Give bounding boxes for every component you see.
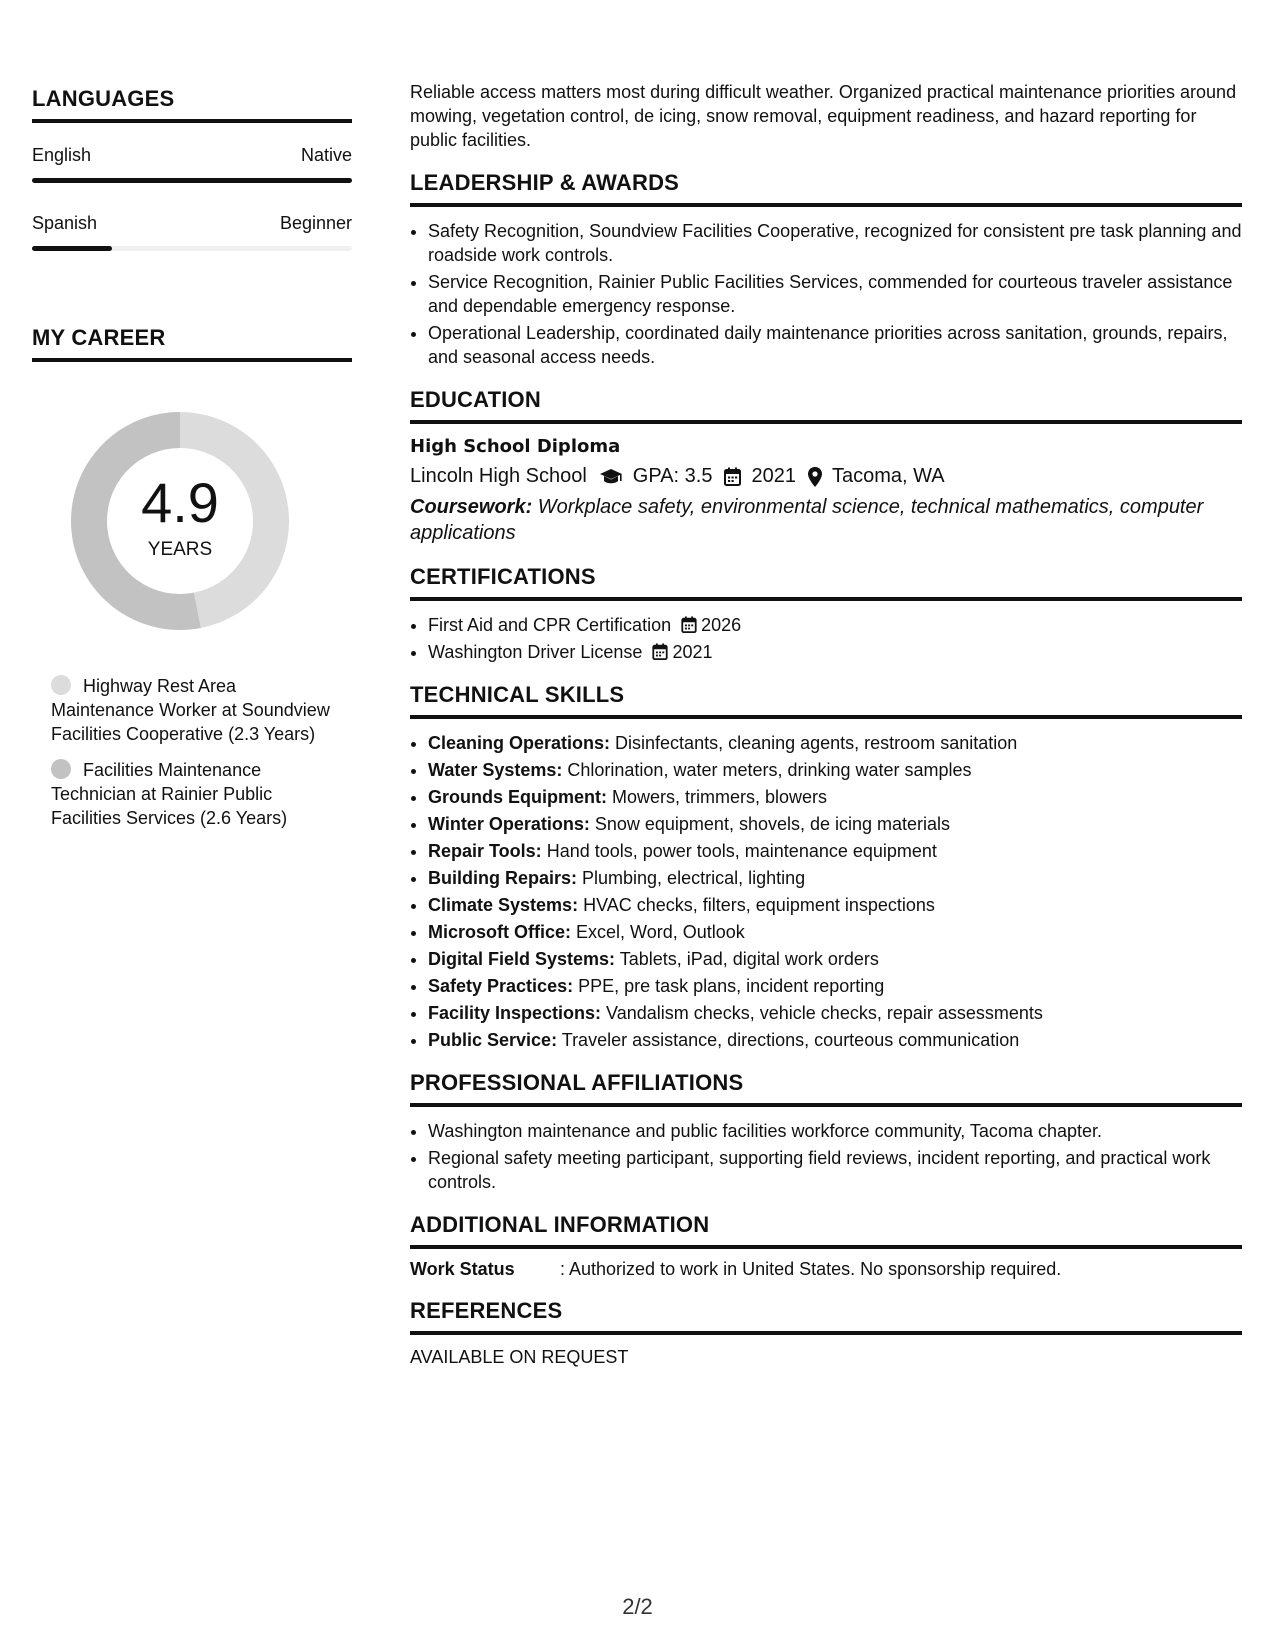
- section-divider: [32, 119, 352, 123]
- section-divider: [410, 203, 1242, 207]
- education-year: 2021: [751, 465, 796, 487]
- skill-label: Building Repairs:: [428, 868, 578, 888]
- list-item: [428, 640, 1242, 664]
- skill-value: Plumbing, electrical, lighting: [577, 868, 806, 888]
- list-item: [428, 893, 1242, 917]
- main-content: [410, 80, 1242, 1368]
- career-item-text: Highway Rest Area Maintenance Worker at Soundview Facilities Cooperative (2.3 Years): [51, 676, 330, 744]
- career-item-text: Facilities Maintenance Technician at Rainier Public Facilities Services (2.6 Years): [51, 760, 288, 828]
- language-level: Native: [300, 145, 352, 165]
- list-item: • Washington maintenance and public facilities workforce community, Tacoma chapter.: [428, 1119, 1242, 1143]
- list-item: [428, 758, 1242, 782]
- skill-label: Safety Practices:: [428, 976, 574, 996]
- affiliations-section: [410, 1070, 1242, 1194]
- skill-value: Excel, Word, Outlook: [571, 922, 745, 942]
- certifications-section: [410, 564, 1242, 664]
- career-legend-item: [51, 674, 341, 746]
- list-item: [428, 839, 1242, 863]
- additional-section: [410, 1212, 1242, 1280]
- skill-label: Winter Operations:: [428, 814, 590, 834]
- references-text: AVAILABLE ON REQUEST: [410, 1347, 629, 1367]
- skill-label: Grounds Equipment:: [428, 787, 607, 807]
- skill-value: Traveler assistance, directions, courteous communication: [557, 1030, 1020, 1050]
- language-level: Beginner: [279, 213, 352, 233]
- education-title: EDUCATION: [410, 387, 541, 412]
- section-divider: [410, 715, 1242, 719]
- skill-value: Snow equipment, shovels, de icing materials: [589, 814, 951, 834]
- list-item: • Operational Leadership, coordinated daily maintenance priorities across sanitation, grounds, repairs, and seasonal access needs.: [428, 321, 1242, 369]
- skill-label: Public Service:: [428, 1030, 558, 1050]
- language-proficiency-bar: [32, 178, 352, 183]
- language-proficiency-bar: [32, 246, 352, 251]
- list-item: [428, 866, 1242, 890]
- calendar-icon: [724, 467, 741, 486]
- skill-label: Water Systems:: [428, 760, 563, 780]
- additional-row: [410, 1259, 1242, 1280]
- list-item: [428, 731, 1242, 755]
- education-school: Lincoln High School: [410, 465, 587, 487]
- skill-label: Climate Systems:: [428, 895, 579, 915]
- list-item: [428, 1001, 1242, 1025]
- skill-value: PPE, pre task plans, incident reporting: [573, 976, 885, 996]
- list-item: [428, 785, 1242, 809]
- section-divider: [410, 1331, 1242, 1335]
- page-number: 2/2: [622, 1594, 653, 1619]
- skill-label: Repair Tools:: [428, 841, 542, 861]
- work-status-label: Work Status: [410, 1259, 515, 1279]
- education-details: [410, 465, 1242, 488]
- skills-title: TECHNICAL SKILLS: [410, 682, 625, 707]
- skill-value: Mowers, trimmers, blowers: [607, 787, 828, 807]
- languages-title: LANGUAGES: [32, 86, 175, 111]
- coursework-label: Coursework:: [410, 496, 533, 518]
- certification-year: 2026: [701, 615, 742, 635]
- education-degree: High School Diploma: [410, 436, 621, 457]
- languages-section: [32, 86, 352, 251]
- skill-value: Tablets, iPad, digital work orders: [615, 949, 879, 969]
- career-unit: YEARS: [147, 539, 213, 560]
- skill-label: Microsoft Office:: [428, 922, 572, 942]
- career-legend: [51, 674, 341, 830]
- language-name: English: [32, 145, 92, 165]
- education-coursework: [410, 494, 1242, 546]
- career-legend-item: [51, 758, 341, 830]
- language-name: Spanish: [32, 213, 98, 233]
- list-item: • Regional safety meeting participant, supporting field reviews, incident reporting, and practical work controls.: [428, 1146, 1242, 1194]
- list-item: [428, 613, 1242, 637]
- list-item: [428, 947, 1242, 971]
- certification-name: First Aid and CPR Certification: [428, 615, 672, 635]
- certification-name: Washington Driver License: [428, 642, 643, 662]
- list-item: [428, 974, 1242, 998]
- graduation-cap-icon: [599, 468, 623, 486]
- legend-dot: [51, 759, 71, 779]
- list-item: [428, 1028, 1242, 1052]
- education-location: Tacoma, WA: [831, 465, 945, 487]
- legend-dot: [51, 675, 71, 695]
- section-divider: [410, 420, 1242, 424]
- additional-title: ADDITIONAL INFORMATION: [410, 1212, 710, 1237]
- section-divider: [410, 1245, 1242, 1249]
- career-title: MY CAREER: [32, 325, 166, 350]
- section-divider: [32, 358, 352, 362]
- certification-year: 2021: [672, 642, 713, 662]
- skill-label: Facility Inspections:: [428, 1003, 602, 1023]
- certifications-title: CERTIFICATIONS: [410, 564, 596, 589]
- language-proficiency-fill: [32, 246, 112, 251]
- section-divider: [410, 1103, 1242, 1107]
- list-item: • Safety Recognition, Soundview Facilities Cooperative, recognized for consistent pre task planning and roadside work controls.: [428, 219, 1242, 267]
- career-donut-chart: [65, 406, 295, 636]
- references-section: [410, 1298, 1242, 1368]
- leadership-title: LEADERSHIP & AWARDS: [410, 170, 680, 195]
- location-pin-icon: [808, 467, 822, 487]
- work-status-value: : Authorized to work in United States. No sponsorship required.: [560, 1259, 1062, 1279]
- references-title: REFERENCES: [410, 1298, 563, 1323]
- affiliations-title: PROFESSIONAL AFFILIATIONS: [410, 1070, 744, 1095]
- career-total-years: 4.9: [141, 471, 219, 534]
- skill-label: Cleaning Operations:: [428, 733, 611, 753]
- list-item: [428, 920, 1242, 944]
- skill-value: Hand tools, power tools, maintenance equipment: [541, 841, 937, 861]
- education-section: [410, 387, 1242, 546]
- sidebar: [32, 86, 352, 842]
- career-section: [32, 325, 352, 830]
- section-divider: [410, 597, 1242, 601]
- language-proficiency-fill: [32, 178, 352, 183]
- skill-value: Vandalism checks, vehicle checks, repair assessments: [601, 1003, 1043, 1023]
- coursework-text: Workplace safety, environmental science, technical mathematics, computer applications: [410, 496, 1204, 544]
- skill-value: Disinfectants, cleaning agents, restroom sanitation: [610, 733, 1018, 753]
- calendar-icon: [681, 616, 697, 633]
- skills-section: [410, 682, 1242, 1052]
- calendar-icon: [652, 643, 668, 660]
- language-entry-english: [32, 145, 352, 183]
- list-item: [428, 812, 1242, 836]
- education-gpa: GPA: 3.5: [632, 465, 713, 487]
- skill-value: HVAC checks, filters, equipment inspections: [578, 895, 935, 915]
- skill-value: Chlorination, water meters, drinking water samples: [562, 760, 972, 780]
- skill-label: Digital Field Systems:: [428, 949, 616, 969]
- language-entry-spanish: [32, 213, 352, 251]
- summary-text: Reliable access matters most during difficult weather. Organized practical maintenance priorities around mowing, vegetation control, de icing, snow removal, equipment readiness, and hazard reporting for public facilities.: [410, 82, 1237, 150]
- leadership-section: [410, 170, 1242, 369]
- list-item: • Service Recognition, Rainier Public Facilities Services, commended for courteous traveler assistance and dependable emergency response.: [428, 270, 1242, 318]
